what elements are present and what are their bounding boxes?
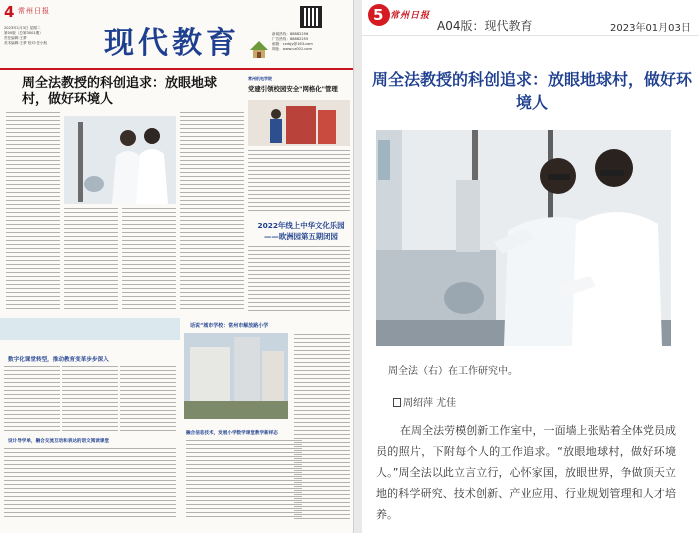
newspaper-brand: 常州日报 [18,7,50,15]
text-column [4,448,176,520]
page-number: 4 [4,3,15,21]
band-headline-2[interactable]: 设计导学单，融合交流互动和表达的语文阅读课堂 [8,439,110,444]
text-column [120,366,176,434]
text-column [248,246,350,312]
contact-info [272,32,350,52]
lab-photo [376,130,671,346]
newspaper-masthead [0,0,354,70]
text-column [6,112,60,312]
issue-line: 第00版（总第3001期） [4,31,43,35]
issue-line: 责任编辑:王梦 [4,36,27,40]
campus-safety-photo-thumbnail[interactable] [248,100,350,146]
text-column [180,112,244,312]
text-column [248,150,350,214]
band-headline[interactable]: 数字化课堂转型，推动教育变革步步深入 [8,357,109,363]
byline-box-icon [393,398,401,407]
bottom-headline[interactable]: 融合信息技术，发展小学数学课堂教学新样态 [186,431,278,436]
article-byline [393,394,456,409]
byline-text: 周绍萍 尤佳 [403,398,457,409]
photo-caption: 周全法（右）在工作研究中。 [388,366,518,377]
school-building-photo-thumbnail[interactable] [184,333,288,419]
article-section-label[interactable]: A04版：现代教育 [437,19,533,33]
article-header [362,0,699,36]
qr-code-icon [300,6,322,28]
article-date: 2023年01月03日 [610,23,691,34]
article-panel [362,0,699,533]
lab-photo-thumbnail[interactable] [64,116,176,204]
text-column [186,440,302,520]
text-column [122,208,176,312]
text-column [294,334,350,520]
section-band [0,318,180,340]
school-label: 话说“城市学校：常州市解放路小学 [190,323,269,329]
article-body: 在周全法劳模创新工作室中，一面墙上张贴着全体党员成员的照片，下附每个人的工作追求。“放眼地球村，做好环境人。”周全法以此立言立行，心怀家国，放眼世界，争做顶天立地的科学研究、技术创新、产业应用、行业规划管理和人才培养。 [376,424,676,521]
section-title: 现代教育 [104,26,240,61]
text-column [62,366,118,434]
side-headline[interactable]: 党建引领校园安全"网格化"管理 [248,85,338,93]
text-column [64,208,118,312]
contact-line: 广告热线：88882255 [272,37,309,41]
newspaper-logo-icon: 5 [368,4,392,32]
issue-line: 2023年1月3日 星期二 [4,26,41,30]
contact-line: 网址：www.cz001.com [272,47,312,51]
side-kicker: 常州机电学院 [248,76,272,81]
text-column [4,366,60,434]
issue-info [4,26,74,46]
contact-line: 新闻热线：88882256 [272,32,309,36]
house-illustration-icon [248,38,270,60]
article-brand: 常州日报 [390,11,431,21]
culture-headline[interactable]: 2022年线上中华文化乐园——欧洲园第五期闭园 [257,221,345,241]
article-title: 周全法教授的科创追求：放眼地球村，做好环境人 [372,70,693,112]
contact-line: 邮箱：czrbjy@163.com [272,42,313,46]
issue-line: 美术编辑:王梦 校对:任小航 [4,41,48,45]
main-headline[interactable]: 周全法教授的科创追求：放眼地球村，做好环境人 [22,76,218,107]
